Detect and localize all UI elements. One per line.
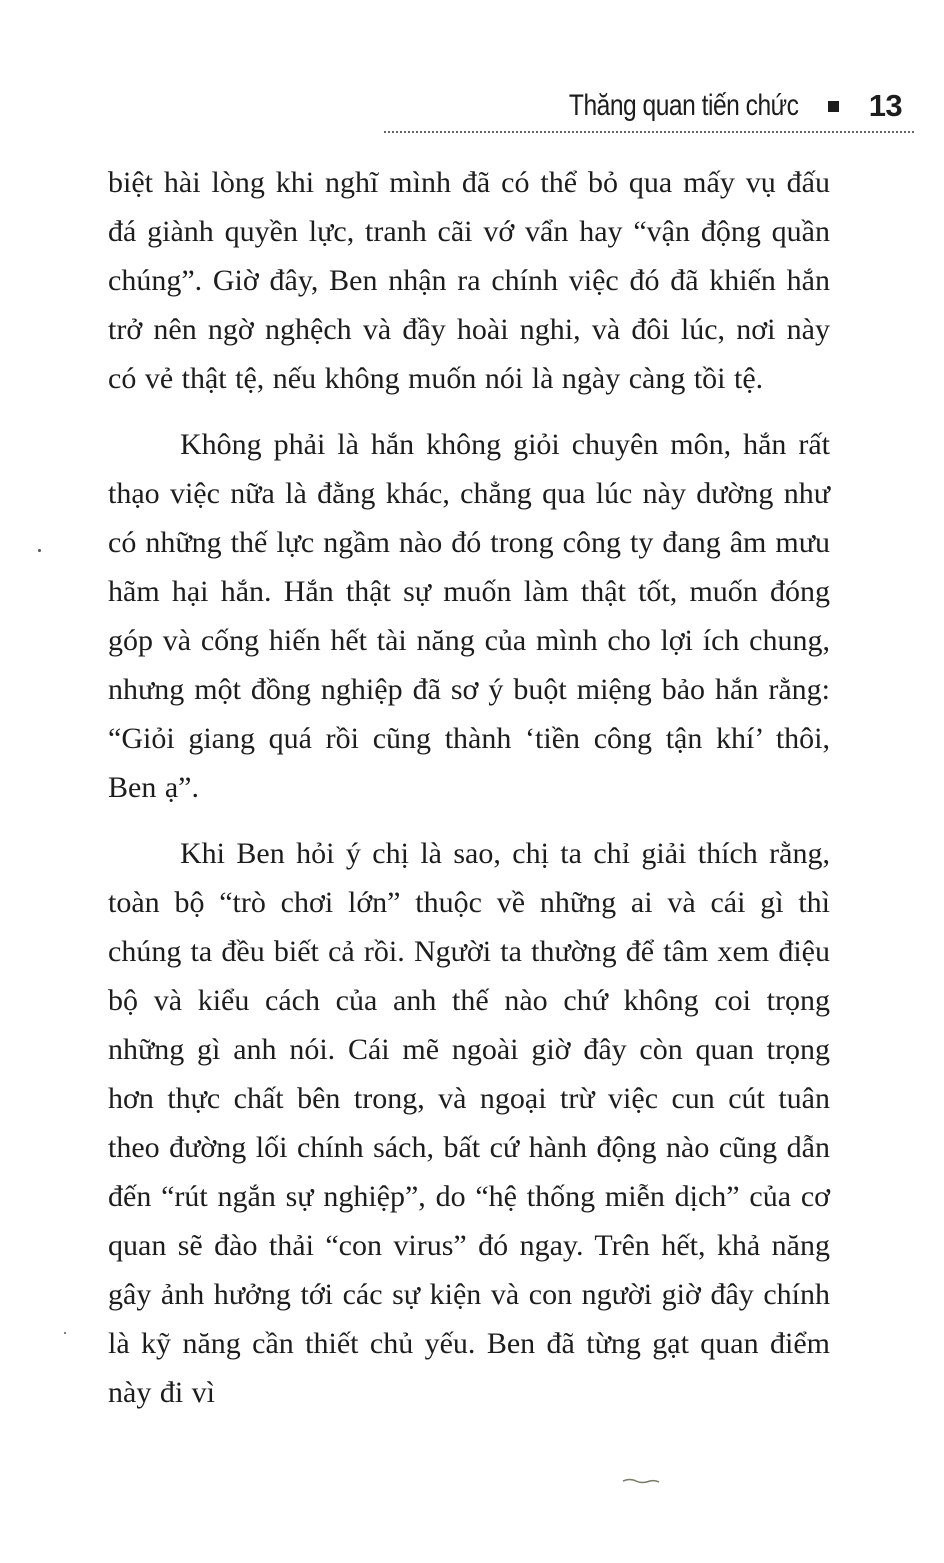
paragraph: Khi Ben hỏi ý chị là sao, chị ta chỉ giải thích rằng, toàn bộ “trò chơi lớn” thuộc về những ai và cái gì thì chúng ta đều biết cả rồi. Người ta thường để tâm xem điệu bộ và kiểu cách của anh thế nào chứ không coi trọng những gì anh nói. Cái mẽ ngoài giờ đây còn quan trọng hơn thực chất bên trong, và ngoại trừ việc cun cút tuân theo đường lối chính sách, bất cứ hành động nào cũng dẫn đến “rút ngắn sự nghiệp”, do “hệ thống miễn dịch” của cơ quan sẽ đào thải “con virus” đó ngay. Trên hết, khả năng gây ảnh hưởng tới các sự kiện và con người giờ đây chính là kỹ năng cần thiết chủ yếu. Ben đã từng gạt quan điểm này đi vì <box>108 837 830 1409</box>
paragraph-continued: biệt hài lòng khi nghĩ mình đã có thể bỏ qua mấy vụ đấu đá giành quyền lực, tranh cãi vớ vẩn hay “vận động quần chúng”. Giờ đây, Ben nhận ra chính việc đó đã khiến hắn trở nên ngờ nghệch và đầy hoài nghi, và đôi lúc, nơi này có vẻ thật tệ, nếu không muốn nói là ngày càng tồi tệ. <box>108 166 830 395</box>
running-title: Thăng quan tiến chức <box>568 89 799 122</box>
square-bullet-icon <box>828 101 839 112</box>
paragraph: Không phải là hắn không giỏi chuyên môn, hắn rất thạo việc nữa là đằng khác, chẳng qua lúc này dường như có những thế lực ngầm nào đó trong công ty đang âm mưu hãm hại hắn. Hắn thật sự muốn làm thật tốt, muốn đóng góp và cống hiến hết tài năng của mình cho lợi ích chung, nhưng một đồng nghiệp đã sơ ý buột miệng bảo hắn rằng: “Giỏi giang quá rồi cũng thành ‘tiền công tận khí’ thôi, Ben ạ”. <box>108 428 830 804</box>
page-number: 13 <box>868 88 902 123</box>
scan-smudge <box>622 1477 660 1485</box>
scan-speck <box>38 549 41 552</box>
header-line <box>516 84 914 128</box>
page-body <box>108 158 830 1434</box>
dotted-divider <box>384 131 914 133</box>
scan-speck <box>64 1332 66 1334</box>
running-header <box>384 84 914 134</box>
